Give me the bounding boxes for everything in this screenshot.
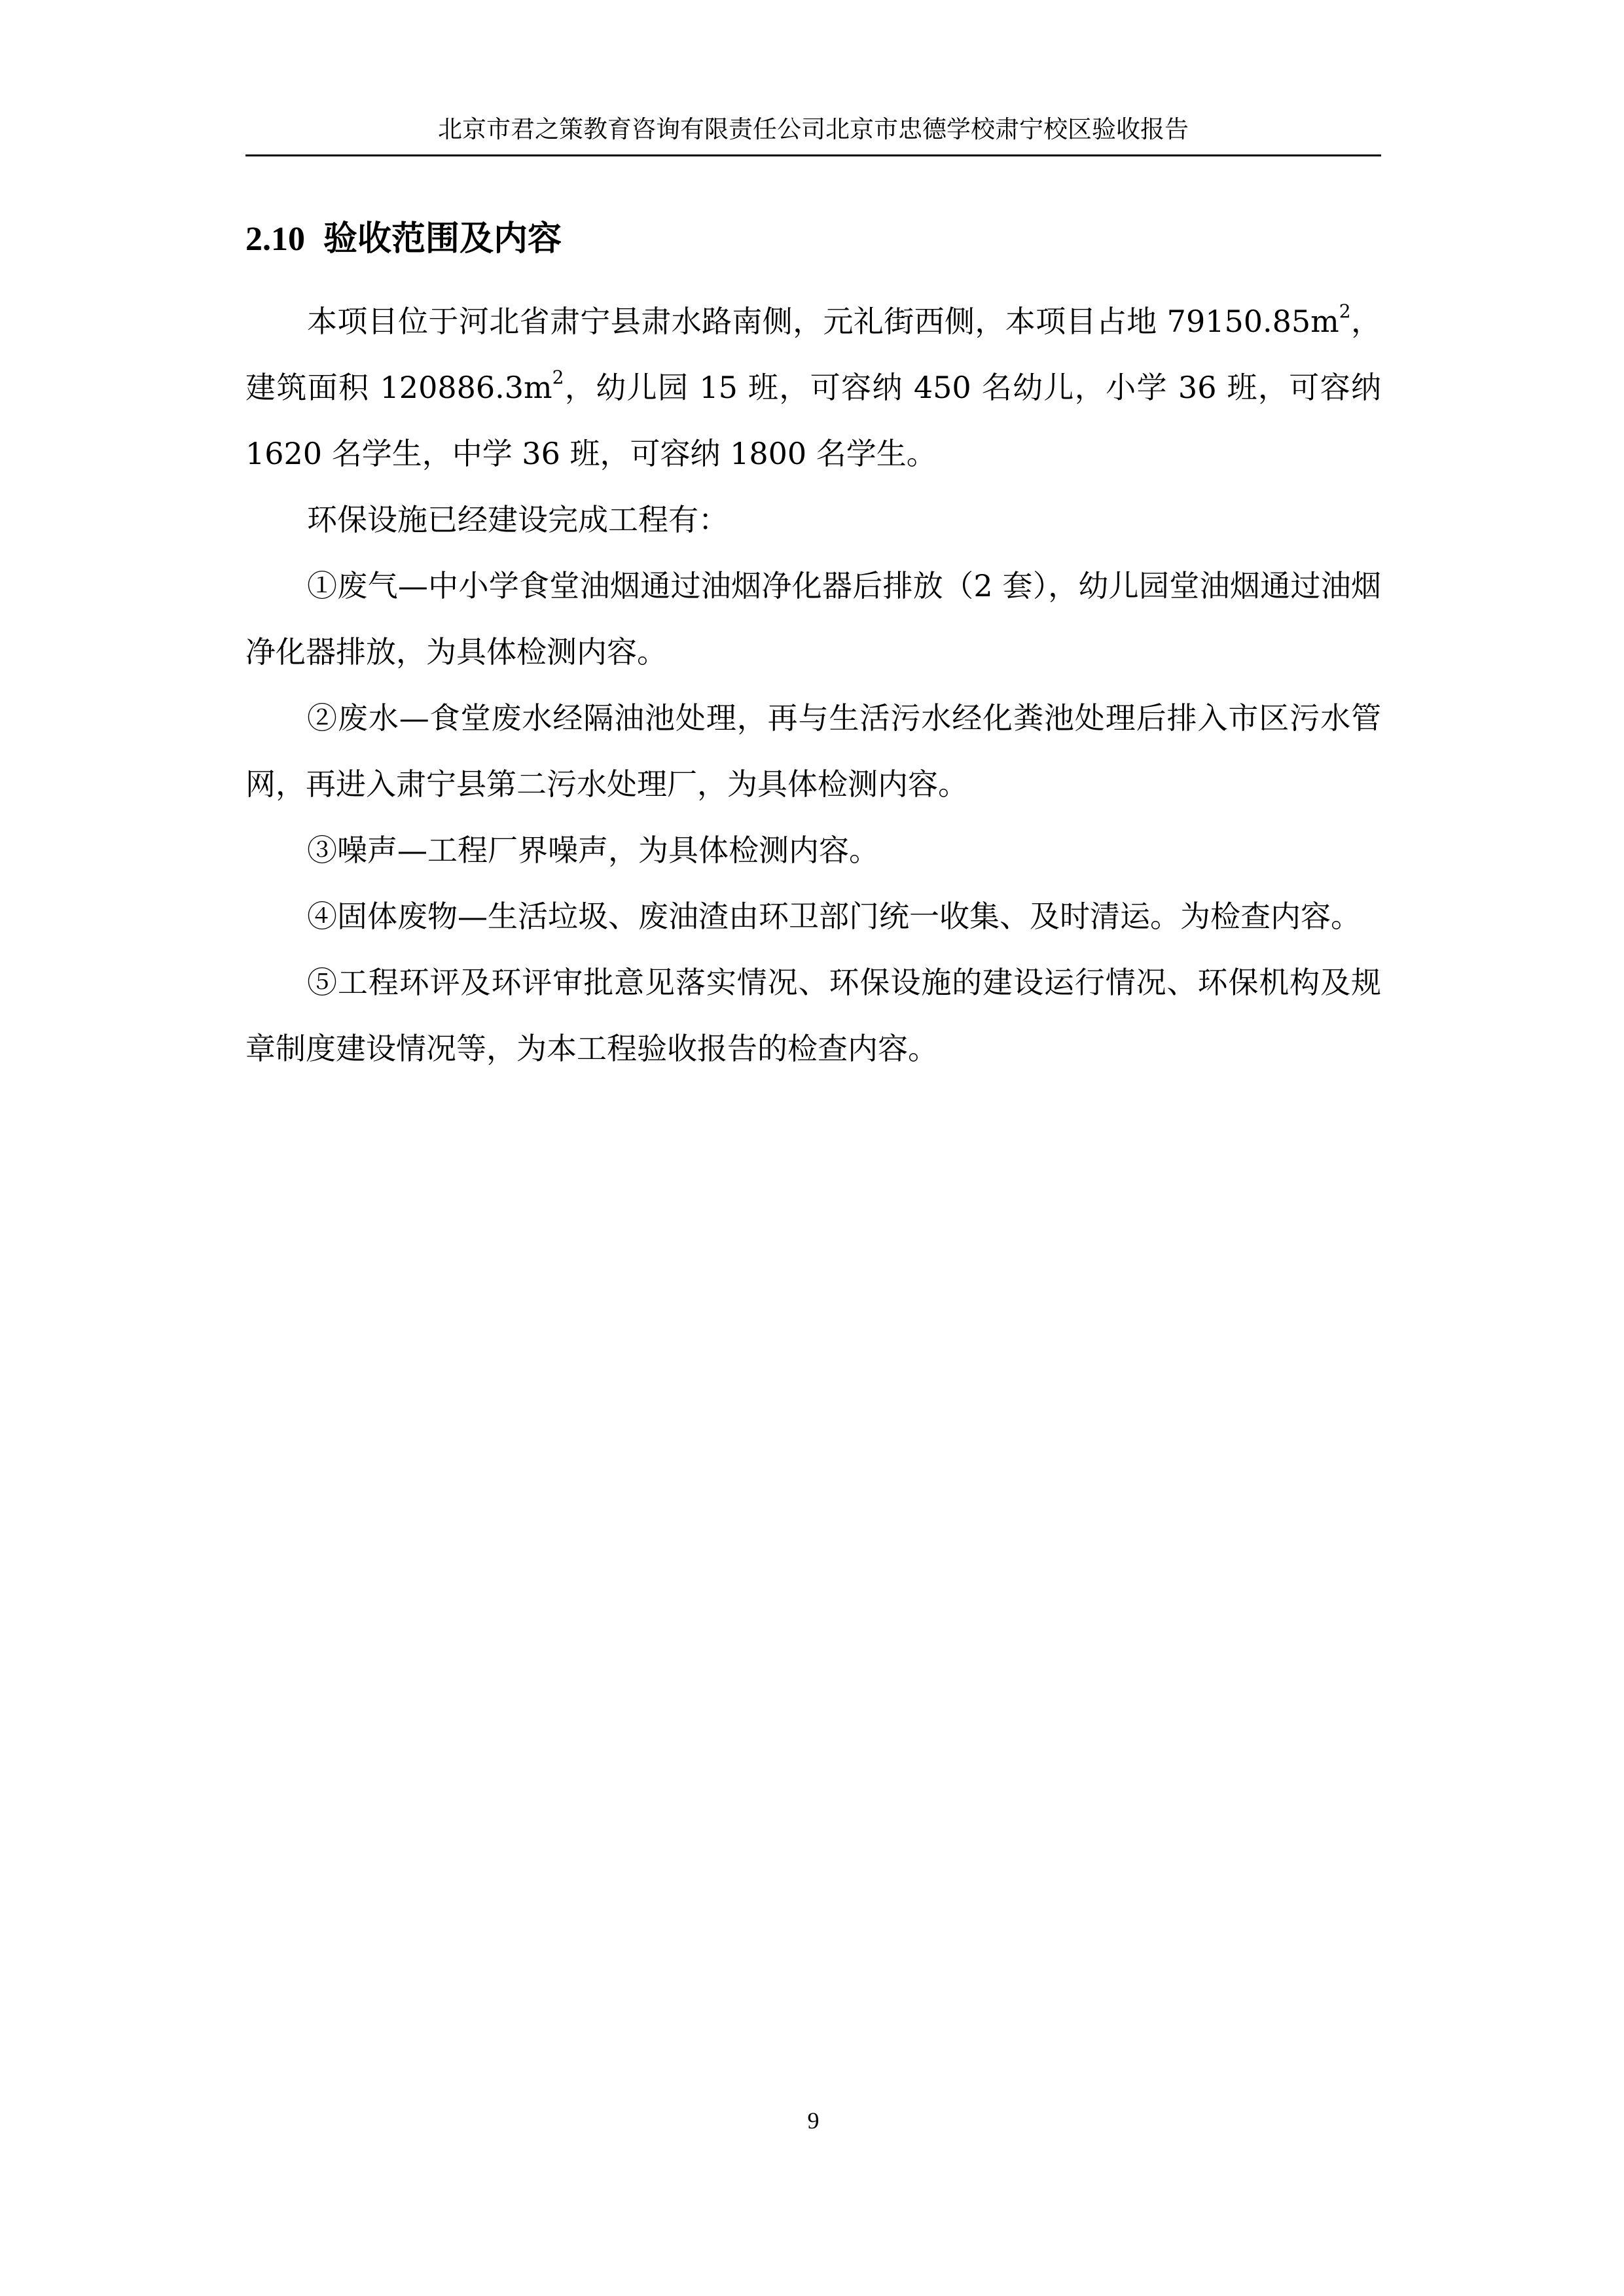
superscript-area-2: 2 — [552, 367, 564, 388]
page-number: 9 — [807, 2108, 820, 2134]
overview-text-b: ，建筑面积 120886.3m — [245, 304, 1382, 405]
overview-text-a: 本项目位于河北省肃宁县肃水路南侧，元礼街西侧，本项目占地 79150.85m — [307, 304, 1339, 339]
paragraph-noise: ③噪声—工程厂界噪声，为具体检测内容。 — [307, 833, 879, 868]
overview-text-c: ，幼儿园 15 班，可容纳 450 名幼儿，小学 36 班，可容纳 1620 名学生，中学 36 班，可容纳 1800 名学生。 — [245, 370, 1381, 471]
paragraph-waste-water: ②废水—食堂废水经隔油池处理，再与生活污水经化粪池处理后排入市区污水管网，再进入肃宁县第二污水处理厂，为具体检测内容。 — [245, 700, 1381, 802]
superscript-area-1: 2 — [1339, 300, 1351, 322]
paragraph-facilities-intro: 环保设施已经建设完成工程有： — [307, 502, 729, 537]
section-title: 验收范围及内容 — [323, 219, 562, 259]
section-number: 2.10 — [245, 221, 305, 258]
paragraph-solid-waste: ④固体废物—生活垃圾、废油渣由环卫部门统一收集、及时清运。为检查内容。 — [307, 899, 1361, 934]
paragraph-project-overview — [245, 289, 1381, 487]
header-rule — [245, 154, 1381, 156]
section-heading — [245, 209, 1381, 269]
paragraph-waste-gas: ①废气—中小学食堂油烟通过油烟净化器后排放（2 套），幼儿园堂油烟通过油烟净化器排放，为具体检测内容。 — [245, 568, 1381, 670]
body-text — [245, 289, 1381, 1082]
running-header: 北京市君之策教育咨询有限责任公司北京市忠德学校肃宁校区验收报告 — [438, 115, 1189, 143]
paragraph-eia-review: ⑤工程环评及环评审批意见落实情况、环保设施的建设运行情况、环保机构及规章制度建设情况等，为本工程验收报告的检查内容。 — [245, 965, 1381, 1066]
